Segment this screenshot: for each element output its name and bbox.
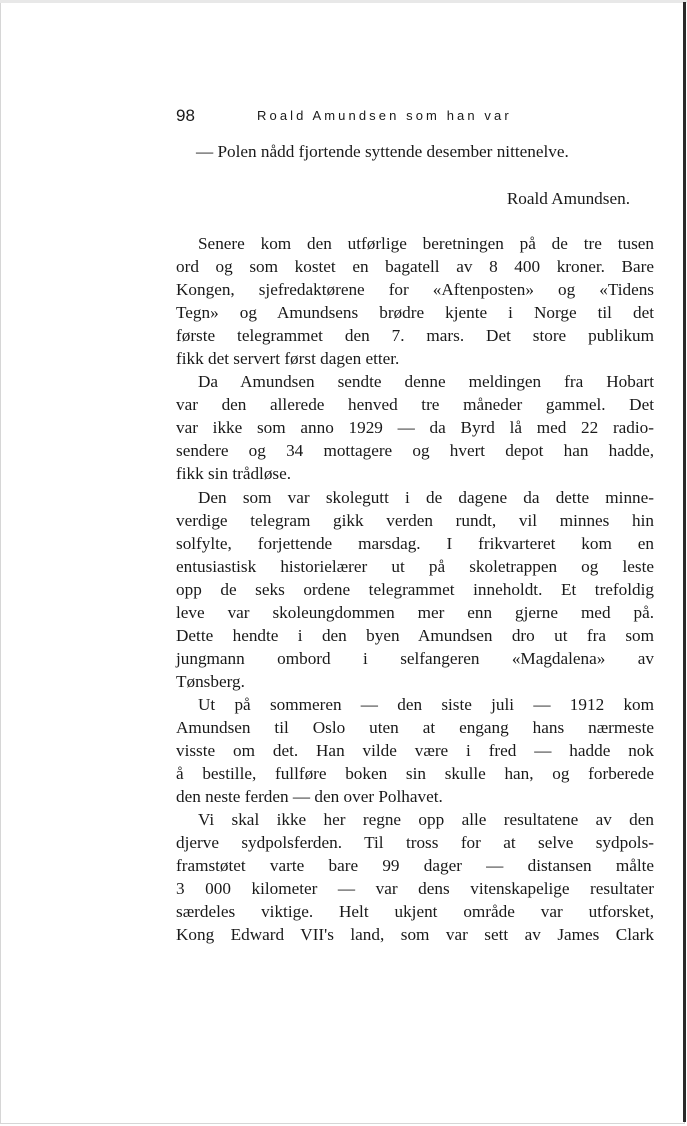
text-line: fikk sin trådløse. — [176, 464, 292, 484]
paragraph — [176, 486, 654, 693]
paragraphs — [176, 232, 654, 946]
paragraph — [176, 370, 654, 485]
text-line: den neste ferden — den over Polhavet. — [176, 787, 443, 807]
page-top-edge — [0, 0, 687, 3]
text-line: Tegn» og Amundsens brødre kjente i Norge til det — [176, 303, 654, 323]
text-line: fikk det servert først dagen etter. — [176, 349, 400, 369]
text-line: Kong Edward VII's land, som var sett av James Clark — [176, 925, 654, 945]
text-line: 3 000 kilometer — var dens vitenskapelige resultater — [176, 879, 654, 899]
text-line: Ut på sommeren — den siste juli — 1912 kom — [198, 694, 654, 714]
text-line: verdige telegram gikk verden rundt, vil minnes hin — [176, 510, 654, 530]
text-line: leve var skoleungdommen mer enn gjerne med på. — [176, 602, 654, 622]
text-line: entusiastisk historielærer ut på skoletrappen og leste — [176, 556, 654, 576]
signature: Roald Amundsen. — [506, 189, 630, 208]
text-line: sendere og 34 mottagere og hvert depot han hadde, — [176, 441, 654, 461]
running-title: Roald Amundsen som han var — [257, 108, 512, 123]
text-line: Dette hendte i den byen Amundsen dro ut fra som — [176, 625, 654, 645]
telegram-text: — Polen nådd fjortende syttende desember nittenelve. — [196, 142, 569, 161]
paragraph — [176, 693, 654, 808]
text-line: framstøtet varte bare 99 dager — distansen målte — [176, 856, 654, 876]
text-line: første telegrammet den 7. mars. Det store publikum — [176, 326, 654, 346]
text-line: var ikke som anno 1929 — da Byrd lå med 22 radio- — [176, 418, 654, 438]
text-line: var den allerede henved tre måneder gammel. Det — [176, 395, 654, 415]
text-line: Den som var skolegutt i de dagene da dette minne- — [198, 487, 654, 507]
text-line: visste om det. Han vilde være i fred — hadde nok — [176, 741, 654, 761]
text-line: jungmann ombord i selfangeren «Magdalena» av — [176, 648, 654, 668]
text-line: Vi skal ikke her regne opp alle resultatene av den — [198, 810, 654, 830]
text-line: å bestille, fullføre boken sin skulle han, og forberede — [176, 764, 654, 784]
text-line: særdeles viktige. Helt ukjent område var utforsket, — [176, 902, 654, 922]
text-line: Da Amundsen sendte denne meldingen fra Hobart — [198, 372, 654, 392]
text-line: Senere kom den utførlige beretningen på de tre tusen — [198, 234, 654, 253]
body-text — [176, 140, 654, 946]
text-line: ord og som kostet en bagatell av 8 400 kroner. Bare — [176, 257, 654, 277]
page-header — [176, 106, 654, 128]
page-right-edge — [683, 2, 686, 1122]
text-line: Tønsberg. — [176, 671, 245, 691]
text-line: opp de seks ordene telegrammet inneholdt. Et trefoldig — [176, 579, 654, 599]
paragraph — [176, 808, 654, 946]
text-line: djerve sydpolsferden. Til tross for at selve sydpols- — [176, 833, 654, 853]
paragraph — [176, 232, 654, 370]
text-line: solfylte, forjettende marsdag. I frikvarteret kom en — [176, 533, 654, 553]
page-number: 98 — [176, 106, 195, 125]
text-line: Amundsen til Oslo uten at engang hans nærmeste — [176, 717, 654, 737]
text-line: Kongen, sjefredaktørene for «Aftenposten» og «Tidens — [176, 280, 654, 300]
